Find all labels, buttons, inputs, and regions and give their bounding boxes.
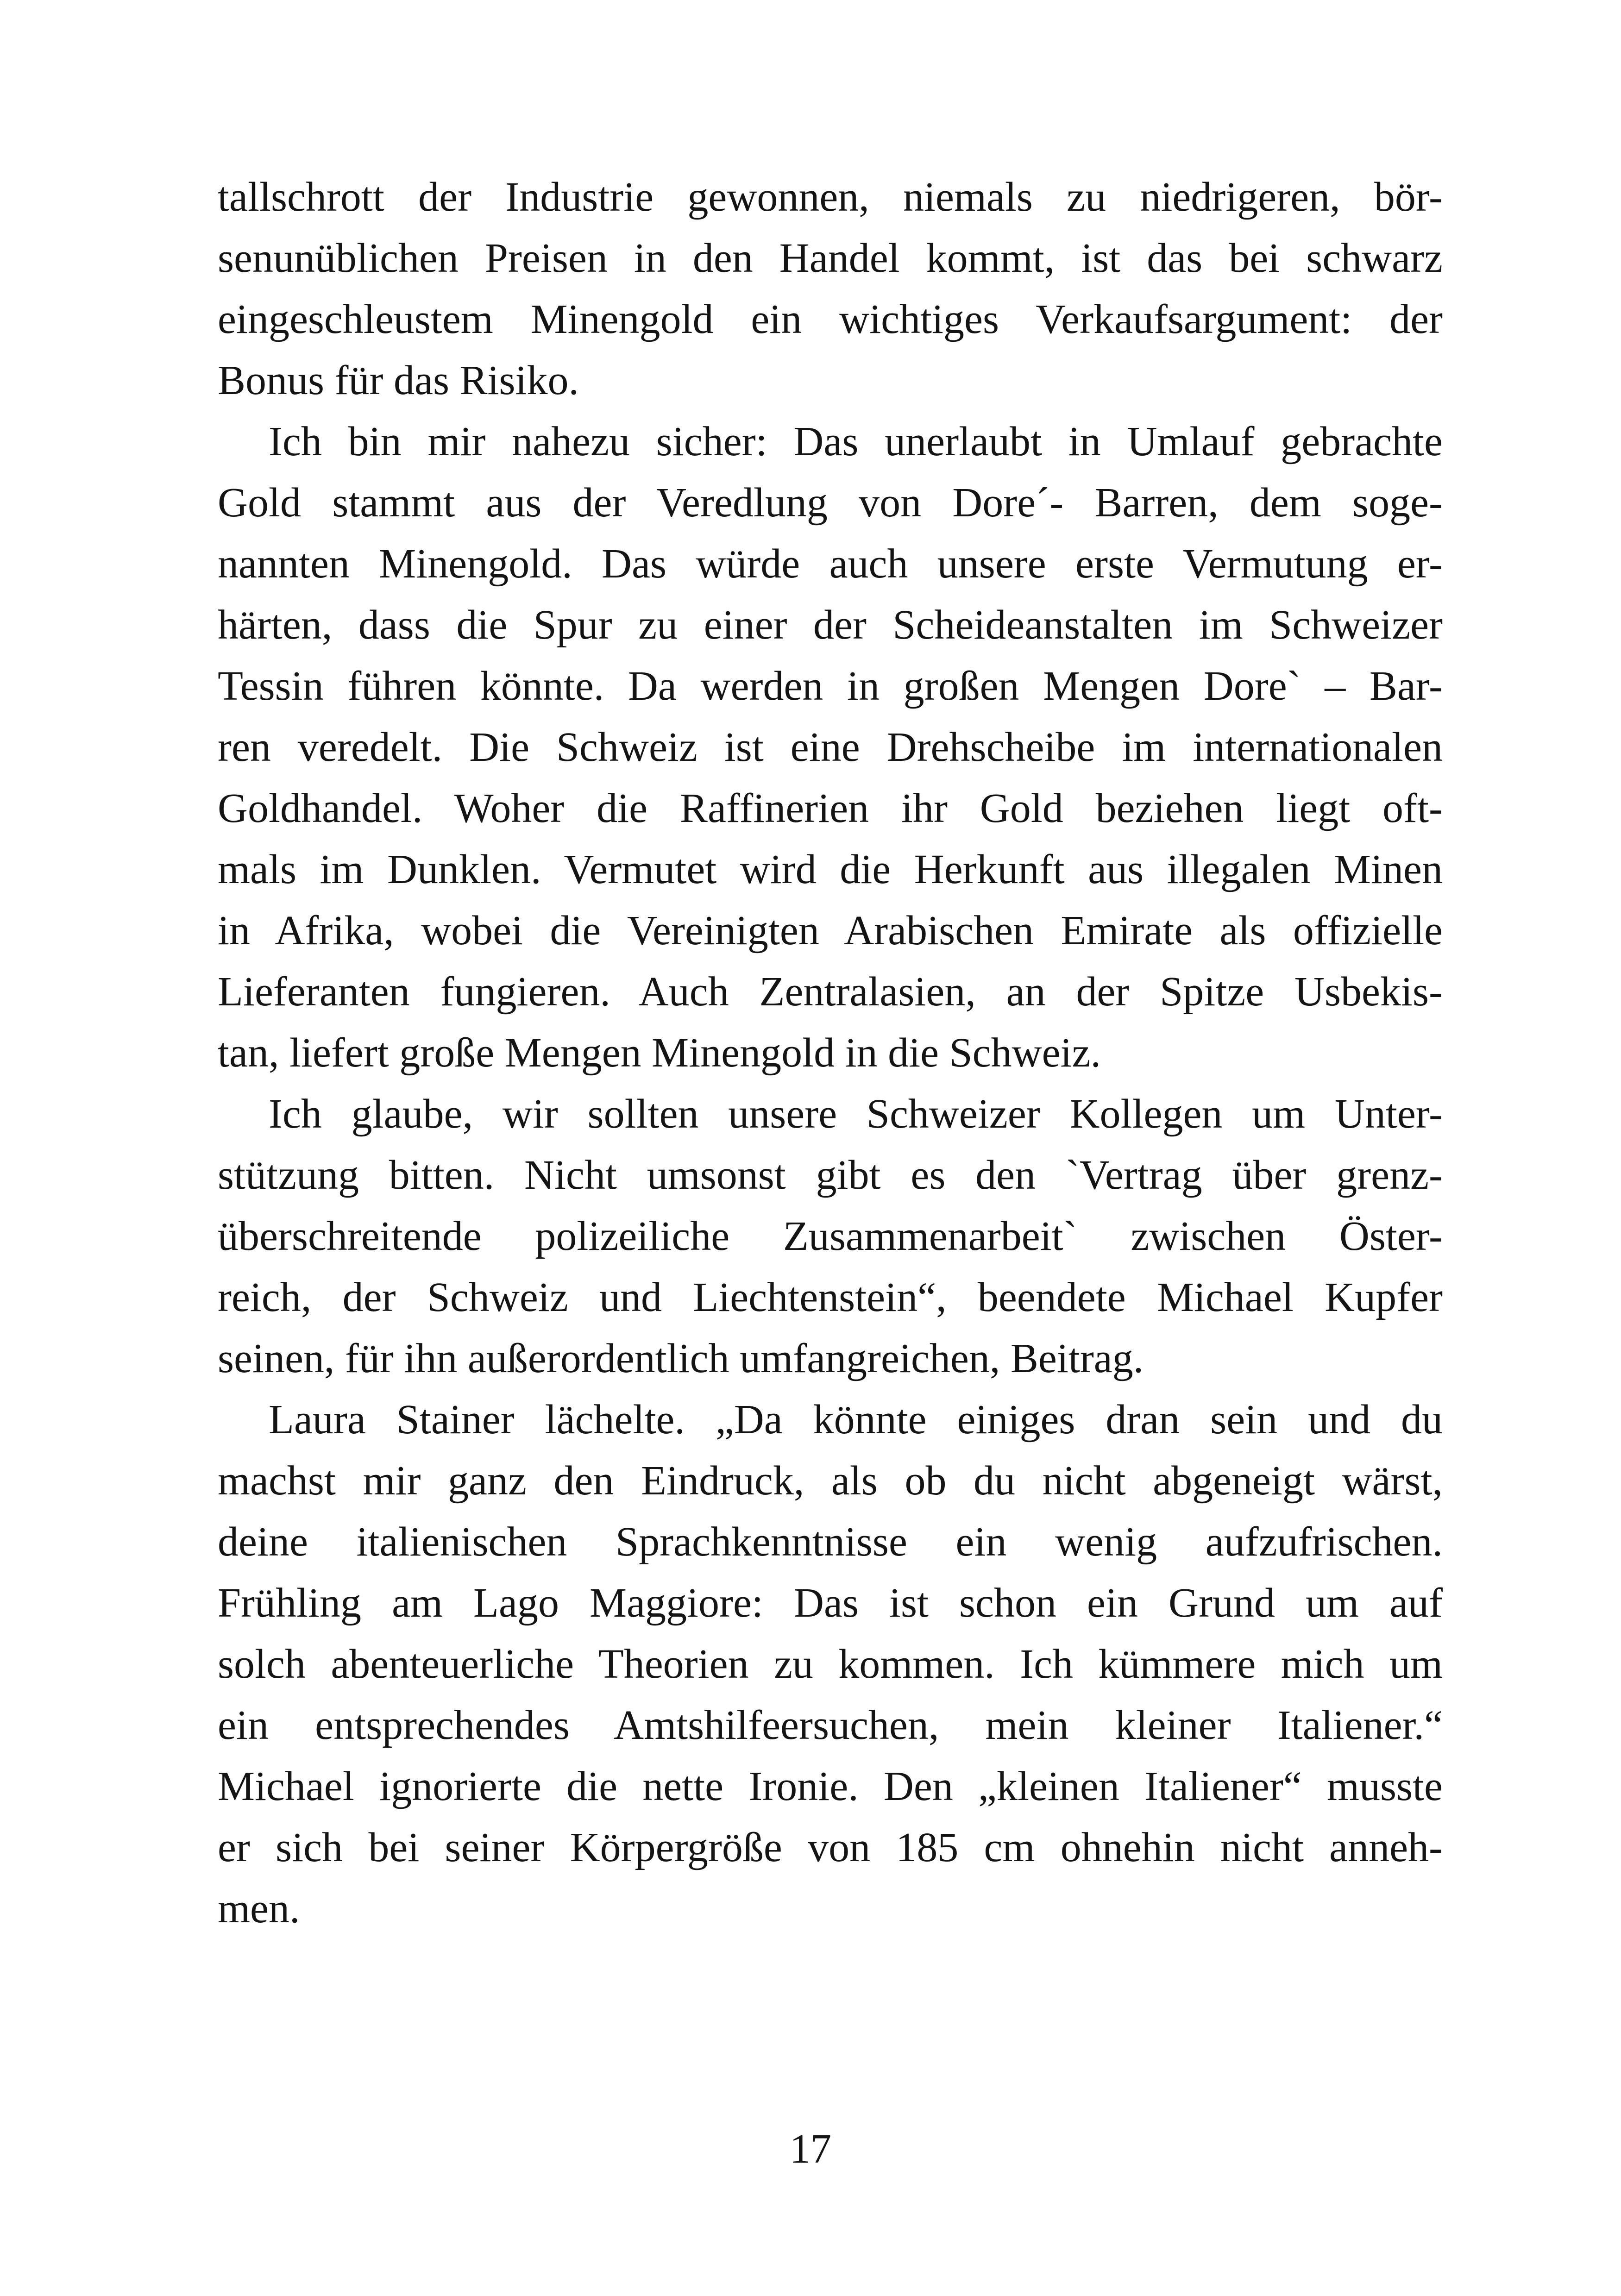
text-line: Tessin führen könnte. Da werden in großen Mengen Dore` – Bar- xyxy=(218,663,1443,709)
text-line: Ich bin mir nahezu sicher: Das unerlaubt in Umlauf gebrachte xyxy=(269,419,1443,464)
text-line: er sich bei seiner Körpergröße von 185 cm ohnehin nicht anneh- xyxy=(218,1825,1443,1870)
text-line: Michael ignorierte die nette Ironie. Den „kleinen Italiener“ musste xyxy=(218,1763,1443,1809)
text-line: überschreitende polizeiliche Zusammenarbeit` zwischen Öster- xyxy=(218,1213,1443,1259)
text-line: Gold stammt aus der Veredlung von Dore´- Barren, dem soge- xyxy=(218,480,1443,526)
text-line: Laura Stainer lächelte. „Da könnte einiges dran sein und du xyxy=(269,1397,1443,1443)
text-line: men. xyxy=(218,1886,300,1932)
text-line: stützung bitten. Nicht umsonst gibt es den `Vertrag über grenz- xyxy=(218,1152,1443,1198)
text-line: seinen, für ihn außerordentlich umfangreichen, Beitrag. xyxy=(218,1336,1144,1381)
text-line: senunüblichen Preisen in den Handel kommt, ist das bei schwarz xyxy=(218,235,1443,281)
text-line: machst mir ganz den Eindruck, als ob du nicht abgeneigt wärst, xyxy=(218,1458,1443,1504)
text-line: solch abenteuerliche Theorien zu kommen. Ich kümmere mich um xyxy=(218,1641,1443,1687)
text-line: ein entsprechendes Amtshilfeersuchen, mein kleiner Italiener.“ xyxy=(218,1702,1443,1748)
text-line: ren veredelt. Die Schweiz ist eine Drehscheibe im internationalen xyxy=(218,724,1443,770)
text-line: Lieferanten fungieren. Auch Zentralasien, an der Spitze Usbekis- xyxy=(218,969,1443,1015)
body-text xyxy=(218,167,1443,1939)
text-line: Goldhandel. Woher die Raffinerien ihr Gold beziehen liegt oft- xyxy=(218,785,1443,831)
text-line: tan, liefert große Mengen Minengold in die Schweiz. xyxy=(218,1030,1101,1076)
text-line: Frühling am Lago Maggiore: Das ist schon ein Grund um auf xyxy=(218,1580,1443,1626)
text-line: nannten Minengold. Das würde auch unsere erste Vermutung er- xyxy=(218,541,1443,587)
text-line: mals im Dunklen. Vermutet wird die Herkunft aus illegalen Minen xyxy=(218,847,1443,892)
text-line: reich, der Schweiz und Liechtenstein“, beendete Michael Kupfer xyxy=(218,1274,1443,1320)
page-number: 17 xyxy=(790,2126,831,2172)
text-line: deine italienischen Sprachkenntnisse ein wenig aufzufrischen. xyxy=(218,1519,1443,1565)
text-line: härten, dass die Spur zu einer der Scheideanstalten im Schweizer xyxy=(218,602,1443,648)
text-line: eingeschleustem Minengold ein wichtiges Verkaufsargument: der xyxy=(218,296,1443,342)
text-line: tallschrott der Industrie gewonnen, niemals zu niedrigeren, bör- xyxy=(218,174,1443,220)
text-line: Bonus für das Risiko. xyxy=(218,358,579,403)
text-line: Ich glaube, wir sollten unsere Schweizer Kollegen um Unter- xyxy=(269,1091,1443,1137)
text-line: in Afrika, wobei die Vereinigten Arabischen Emirate als offizielle xyxy=(218,908,1443,954)
